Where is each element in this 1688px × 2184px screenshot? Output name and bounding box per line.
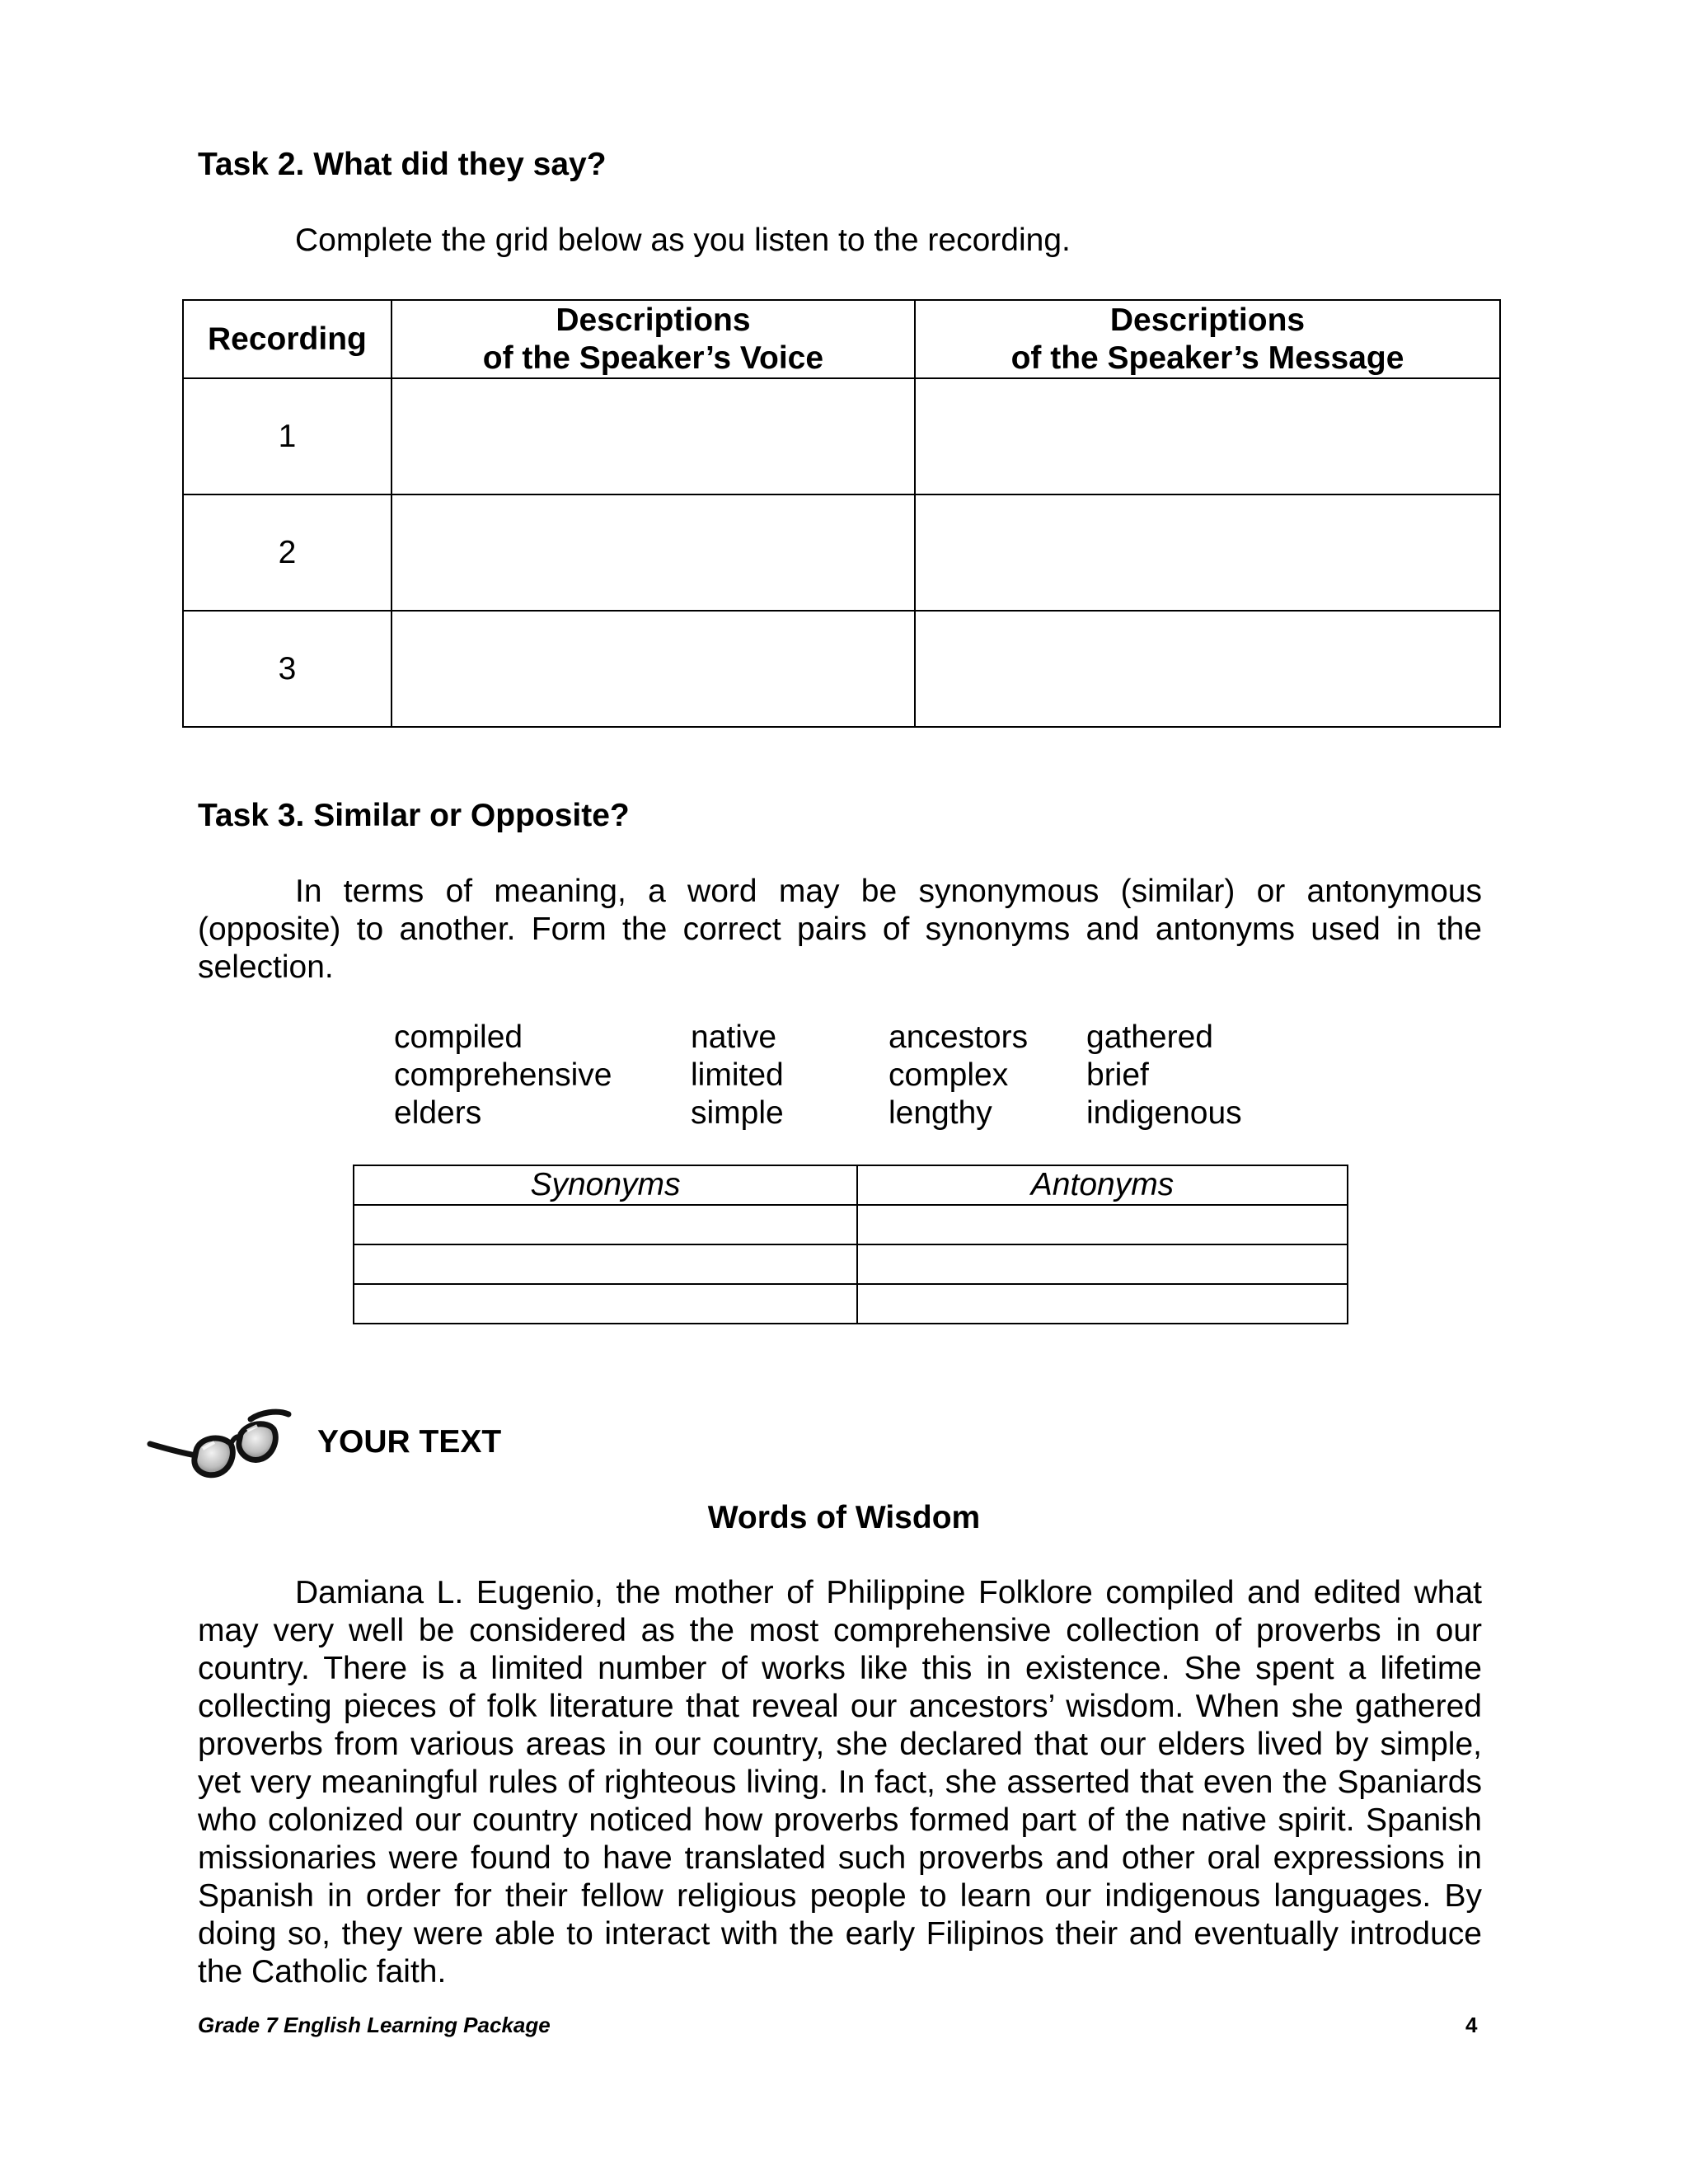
voice-header-line2: of the Speaker’s Voice — [482, 340, 824, 376]
voice-cell[interactable] — [392, 378, 915, 494]
word-bank-item: simple — [691, 1095, 784, 1131]
synonyms-antonyms-table — [353, 1165, 1348, 1324]
voice-header — [392, 300, 915, 378]
word-bank-item: native — [691, 1019, 777, 1055]
word-bank-item: brief — [1086, 1057, 1149, 1093]
recording-grid — [182, 299, 1501, 728]
synonym-cell[interactable] — [354, 1244, 857, 1284]
antonym-cell[interactable] — [857, 1284, 1348, 1324]
table-row — [183, 611, 1500, 727]
word-bank-item: comprehensive — [394, 1057, 612, 1093]
word-bank-item: indigenous — [1086, 1095, 1242, 1131]
recording-header: Recording — [183, 300, 392, 378]
recording-grid-header — [183, 300, 1500, 378]
reading-paragraph: Damiana L. Eugenio, the mother of Philippine Folklore compiled and edited what may very well be considered as the most comprehensive collection of proverbs in our country. There is a limited number of works like this in existence. She spent a lifetime collecting pieces of folk literature that reveal our ancestors’ wisdom. When she gathered proverbs from various areas in our country, she declared that our elders lived by simple, yet very meaningful rules of righteous living. In fact, she asserted that even the Spaniards who colonized our country noticed how proverbs formed part of the native spirit. Spanish missionaries were found to have translated such proverbs and other oral expressions in Spanish in order for their fellow religious people to learn our indigenous languages. By doing so, they were able to interact with the early Filipinos their and eventually introduce the Catholic faith. — [198, 1575, 1482, 1990]
voice-header-line1: Descriptions — [556, 302, 751, 338]
task3-title: Task 3. Similar or Opposite? — [198, 798, 630, 833]
synonym-cell[interactable] — [354, 1205, 857, 1244]
word-bank-item: gathered — [1086, 1019, 1213, 1055]
synonym-cell[interactable] — [354, 1284, 857, 1324]
table-row — [354, 1284, 1348, 1324]
message-header — [915, 300, 1500, 378]
word-bank-column-1 — [394, 1019, 612, 1132]
word-bank-item: ancestors — [889, 1019, 1029, 1055]
message-cell[interactable] — [915, 494, 1500, 611]
word-bank-column-2 — [691, 1019, 784, 1132]
recording-number: 1 — [183, 378, 392, 494]
word-bank-item: limited — [691, 1057, 784, 1093]
table-row — [183, 378, 1500, 494]
synonyms-header: Synonyms — [354, 1165, 857, 1205]
table-row — [354, 1205, 1348, 1244]
antonyms-header: Antonyms — [857, 1165, 1348, 1205]
text-title: Words of Wisdom — [707, 1500, 981, 1535]
task2-instruction: Complete the grid below as you listen to the recording. — [295, 223, 1071, 258]
footer-label: Grade 7 English Learning Package — [198, 2013, 551, 2037]
task2-title: Task 2. What did they say? — [198, 147, 607, 182]
word-bank-item: compiled — [394, 1019, 523, 1055]
word-bank-item: lengthy — [889, 1095, 992, 1131]
recording-number: 3 — [183, 611, 392, 727]
task3-instruction: In terms of meaning, a word may be synonymous (similar) or antonymous (opposite) to another. Form the correct pairs of synonyms and antonyms used in the selection. — [198, 874, 1482, 985]
synonyms-antonyms-header — [354, 1165, 1348, 1205]
message-cell[interactable] — [915, 378, 1500, 494]
message-header-line2: of the Speaker’s Message — [1010, 340, 1404, 376]
message-header-line1: Descriptions — [1109, 302, 1306, 338]
recording-number: 2 — [183, 494, 392, 611]
table-row — [354, 1244, 1348, 1284]
voice-cell[interactable] — [392, 494, 915, 611]
antonym-cell[interactable] — [857, 1244, 1348, 1284]
word-bank-column-4 — [1086, 1019, 1242, 1132]
table-row — [183, 494, 1500, 611]
eyeglasses-icon — [145, 1401, 293, 1483]
page-number: 4 — [1465, 2013, 1478, 2037]
message-cell[interactable] — [915, 611, 1500, 727]
voice-cell[interactable] — [392, 611, 915, 727]
word-bank-column-3 — [889, 1019, 1028, 1132]
word-bank-item: complex — [889, 1057, 1009, 1093]
word-bank-item: elders — [394, 1095, 482, 1131]
antonym-cell[interactable] — [857, 1205, 1348, 1244]
your-text-label: YOUR TEXT — [317, 1424, 502, 1460]
